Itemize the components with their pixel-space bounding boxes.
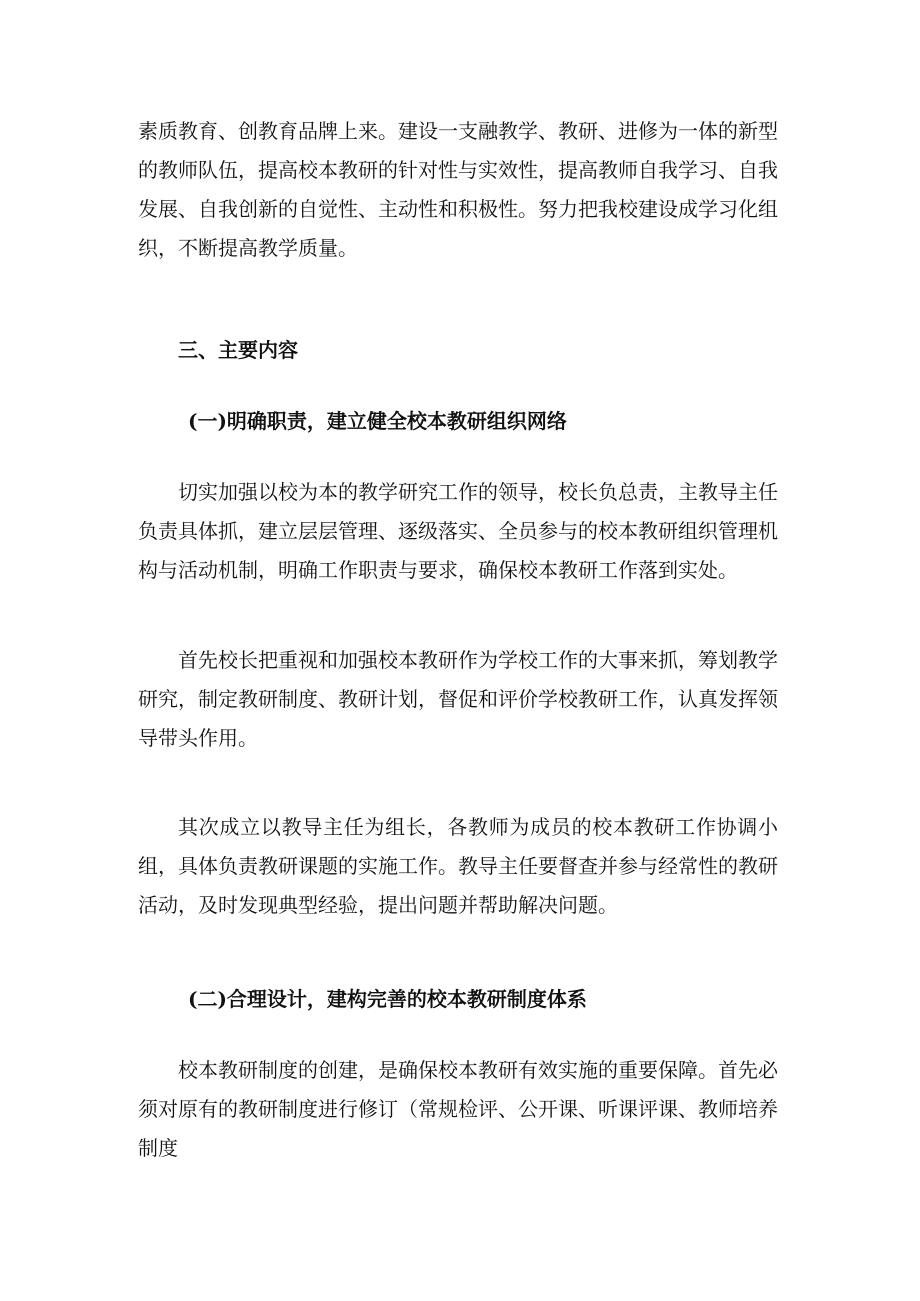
paragraph-coordination-group: 其次成立以教导主任为组长，各教师为成员的校本教研工作协调小组，具体负责教研课题的实施工作。教导主任要督查并参与经常性的教研活动，及时发现典型经验，提出问题并帮助解决问题。 <box>138 815 778 917</box>
paragraph-leadership: 切实加强以校为本的教学研究工作的领导，校长负总责，主教导主任负责具体抓，建立层层管理、逐级落实、全员参与的校本教研组织管理机构与活动机制，明确工作职责与要求，确保校本教研工作落到实处。 <box>138 480 778 582</box>
paragraph-continued-goals: 素质教育、创教育品牌上来。建设一支融教学、教研、进修为一体的新型的教师队伍，提高校本教研的针对性与实效性，提高教师自我学习、自我发展、自我创新的自觉性、主动性和积极性。努力把我校建设成学习化组织，不断提高教学质量。 <box>138 119 778 260</box>
subsection-heading-system-design: (二)合理设计，建构完善的校本教研制度体系 <box>188 987 587 1011</box>
subsection-heading-responsibilities: (一)明确职责，建立健全校本教研组织网络 <box>188 409 567 433</box>
paragraph-principal-role: 首先校长把重视和加强校本教研作为学校工作的大事来抓，筹划教学研究，制定教研制度、教研计划，督促和评价学校教研工作，认真发挥领导带头作用。 <box>138 648 778 750</box>
paragraph-system-creation: 校本教研制度的创建，是确保校本教研有效实施的重要保障。首先必须对原有的教研制度进行修订（常规检评、公开课、听课评课、教师培养制度 <box>138 1058 778 1160</box>
section-heading-main-content: 三、主要内容 <box>178 338 298 362</box>
